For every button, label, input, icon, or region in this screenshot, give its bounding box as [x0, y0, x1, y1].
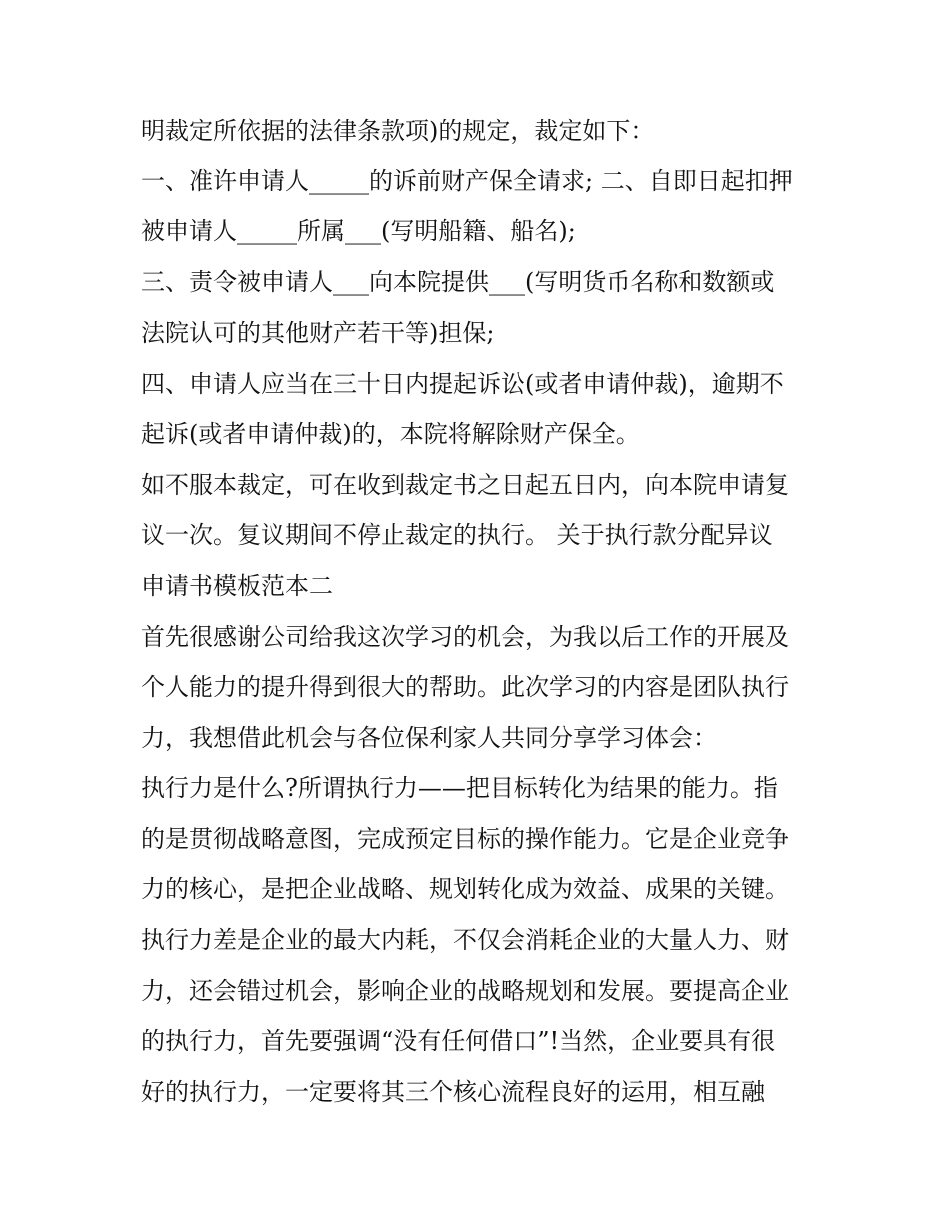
text-line-13: 力，我想借此机会与各位保利家人共同分享学习体会： [141, 724, 717, 752]
text-line-7: 起诉(或者申请仲裁)的，本院将解除财产保全。 [141, 420, 640, 448]
text-line-6: 四、申请人应当在三十日内提起诉讼(或者申请仲裁)，逾期不 [141, 370, 784, 398]
text-line-11: 首先很感谢公司给我这次学习的机会，为我以后工作的开展及 [141, 623, 789, 651]
text-line-10: 申请书模板范本二 [141, 572, 333, 600]
text-line-2: 一、准许申请人_____的诉前财产保全请求; 二、自即日起扣押 [141, 167, 793, 195]
text-line-19: 的执行力，首先要强调“没有任何借口”!当然，企业要具有很 [141, 1027, 776, 1055]
text-line-4: 三、责令被申请人___向本院提供___(写明货币名称和数额或 [141, 268, 775, 296]
text-line-18: 力，还会错过机会，影响企业的战略规划和发展。要提高企业 [141, 977, 789, 1005]
text-line-15: 的是贯彻战略意图，完成预定目标的操作能力。它是企业竞争 [141, 825, 789, 853]
text-line-17: 执行力差是企业的最大内耗，不仅会消耗企业的大量人力、财 [141, 926, 789, 954]
text-line-3: 被申请人_____所属___(写明船籍、船名); [141, 217, 576, 245]
text-line-9: 议一次。复议期间不停止裁定的执行。 关于执行款分配异议 [141, 521, 773, 549]
text-line-20: 好的执行力，一定要将其三个核心流程良好的运用，相互融 [141, 1078, 765, 1106]
text-line-12: 个人能力的提升得到很大的帮助。此次学习的内容是团队执行 [141, 673, 789, 701]
text-line-16: 力的核心，是把企业战略、规划转化成为效益、成果的关键。 [141, 875, 789, 903]
text-line-1: 明裁定所依据的法律条款项)的规定，裁定如下： [141, 117, 655, 145]
text-line-8: 如不服本裁定，可在收到裁定书之日起五日内，向本院申请复 [141, 471, 789, 499]
text-line-14: 执行力是什么?所谓执行力——把目标转化为结果的能力。指 [141, 774, 778, 802]
text-line-5: 法院认可的其他财产若干等)担保; [141, 319, 495, 347]
